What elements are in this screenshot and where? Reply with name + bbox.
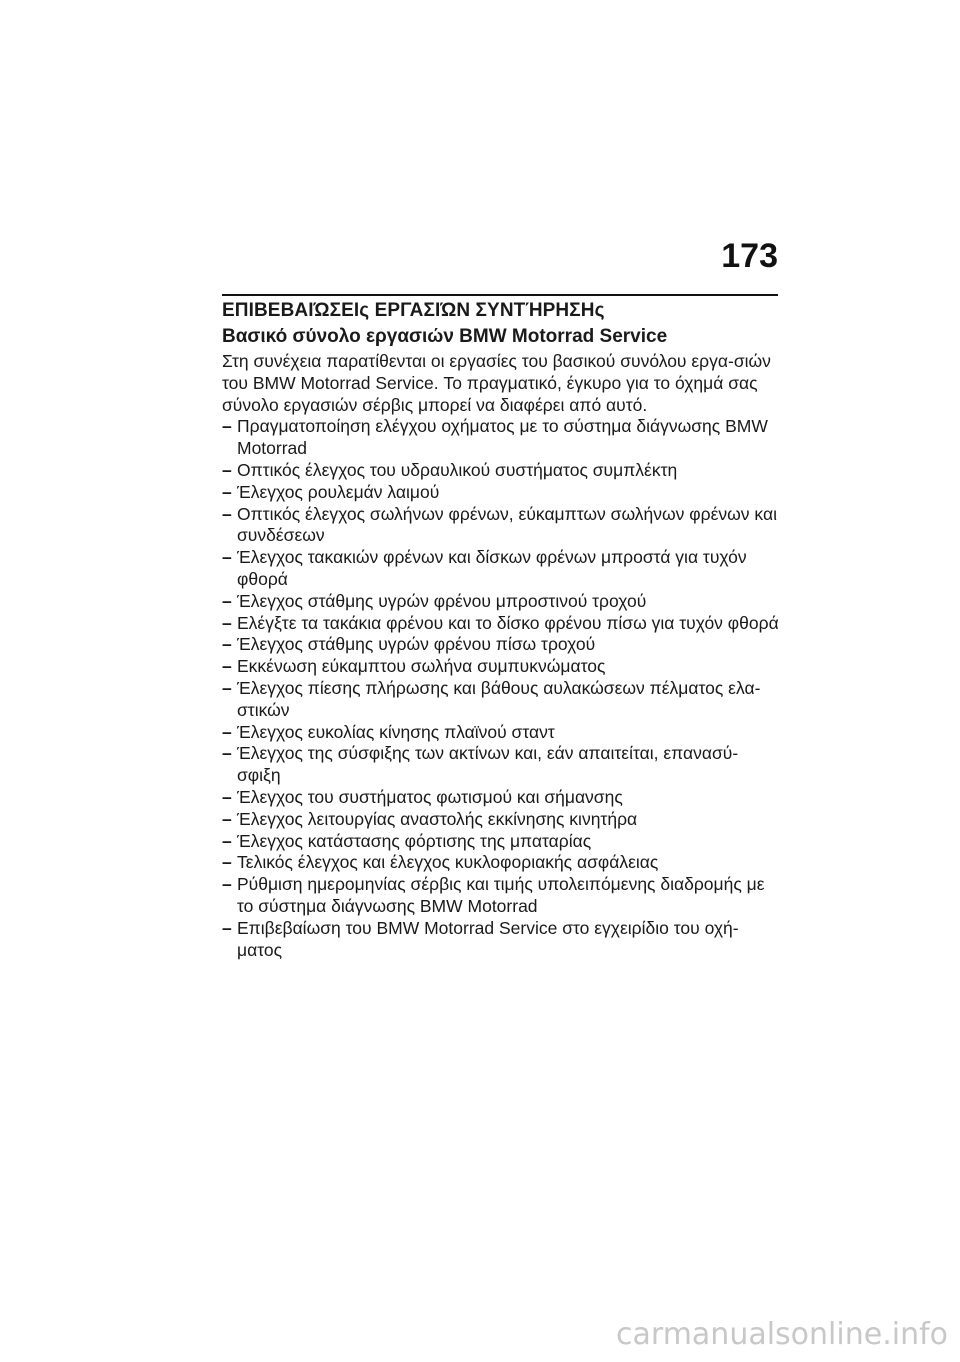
site-watermark: carmanualsonline.info: [616, 1317, 948, 1352]
bullet-dash: –: [222, 830, 232, 851]
list-item: [222, 547, 780, 591]
bullet-dash: –: [222, 547, 232, 568]
list-item: [222, 613, 780, 635]
page-number: 173: [721, 237, 778, 275]
subsection-title: Βασικό σύνολο εργασιών BMW Motorrad Service: [222, 326, 668, 347]
intro-paragraph: Στη συνέχεια παρατίθενται οι εργασίες του βασικού συνόλου εργα-σιών του BMW Motorrad Service. Το πραγματικό, έγκυρο για το όχημά σας σύνολο εργασιών σέρβις μπορεί να διαφέρει από αυτό.: [222, 351, 771, 415]
bullet-dash: –: [222, 852, 232, 873]
list-item: [222, 743, 780, 787]
bullet-dash: –: [222, 721, 232, 742]
list-item: [222, 504, 780, 548]
bullet-dash: –: [222, 677, 232, 698]
list-item-text: Έλεγχος της σύσφιξης των ακτίνων και, εάν απαιτείται, επανασύ-σφιξη: [237, 743, 739, 786]
bullet-dash: –: [222, 917, 232, 938]
list-item: [222, 460, 780, 482]
service-task-list: [222, 416, 780, 961]
list-item: [222, 722, 780, 744]
list-item: [222, 852, 780, 874]
list-item: [222, 482, 780, 504]
list-item-text: Έλεγχος ρουλεμάν λαιμού: [237, 481, 440, 502]
list-item: [222, 416, 780, 460]
main-content: [222, 324, 780, 961]
list-item: [222, 787, 780, 809]
bullet-dash: –: [222, 656, 232, 677]
list-item: [222, 809, 780, 831]
list-item-text: Έλεγχος ευκολίας κίνησης πλαϊνού σταντ: [237, 721, 555, 742]
list-item-text: Έλεγχος στάθμης υγρών φρένου μπροστινού τροχού: [237, 590, 647, 611]
section-divider: [222, 294, 778, 296]
list-item: [222, 634, 780, 656]
list-item-text: Ελέγξτε τα τακάκια φρένου και το δίσκο φρένου πίσω για τυχόν φθορά: [237, 612, 779, 633]
list-item: [222, 656, 780, 678]
list-item-text: Έλεγχος τακακιών φρένων και δίσκων φρένων μπροστά για τυχόν φθορά: [237, 547, 747, 589]
list-item-text: Οπτικός έλεγχος του υδραυλικού συστήματος συμπλέκτη: [237, 459, 678, 480]
list-item: [222, 678, 780, 722]
list-item-text: Έλεγχος πίεσης πλήρωσης και βάθους αυλακώσεων πέλματος ελα-στικών: [237, 677, 761, 720]
list-item-text: Πραγματοποίηση ελέγχου οχήματος με το σύστημα διάγνωσης BMW Motorrad: [237, 416, 768, 459]
section-title: ΕΠΙΒΕΒΑΙΏΣΕΙς ΕΡΓΑΣΙΏΝ ΣΥΝΤΉΡΗΣΗς: [222, 300, 605, 321]
bullet-dash: –: [222, 459, 232, 480]
list-item: [222, 591, 780, 613]
list-item-text: Έλεγχος κατάστασης φόρτισης της μπαταρίας: [237, 830, 592, 851]
list-item-text: Έλεγχος στάθμης υγρών φρένου πίσω τροχού: [237, 634, 596, 655]
list-item-text: Επιβεβαίωση του BMW Motorrad Service στο εγχειρίδιο του οχή-ματος: [237, 917, 739, 960]
bullet-dash: –: [222, 416, 232, 437]
bullet-dash: –: [222, 808, 232, 829]
list-item: [222, 918, 780, 962]
list-item-text: Εκκένωση εύκαμπτου σωλήνα συμπυκνώματος: [237, 656, 606, 677]
bullet-dash: –: [222, 590, 232, 611]
list-item: [222, 874, 780, 918]
bullet-dash: –: [222, 612, 232, 633]
list-item-text: Έλεγχος του συστήματος φωτισμού και σήμανσης: [237, 786, 623, 807]
bullet-dash: –: [222, 874, 232, 895]
bullet-dash: –: [222, 481, 232, 502]
list-item-text: Ρύθμιση ημερομηνίας σέρβις και τιμής υπολειπόμενης διαδρομής με το σύστημα διάγνωσης BMW Motorrad: [237, 874, 765, 916]
list-item-text: Τελικός έλεγχος και έλεγχος κυκλοφοριακής ασφάλειας: [237, 852, 659, 873]
bullet-dash: –: [222, 634, 232, 655]
list-item-text: Έλεγχος λειτουργίας αναστολής εκκίνησης κινητήρα: [237, 808, 638, 829]
bullet-dash: –: [222, 786, 232, 807]
bullet-dash: –: [222, 743, 232, 764]
list-item-text: Οπτικός έλεγχος σωλήνων φρένων, εύκαμπτων σωλήνων φρένων και συνδέσεων: [237, 503, 777, 546]
bullet-dash: –: [222, 503, 232, 524]
list-item: [222, 831, 780, 853]
